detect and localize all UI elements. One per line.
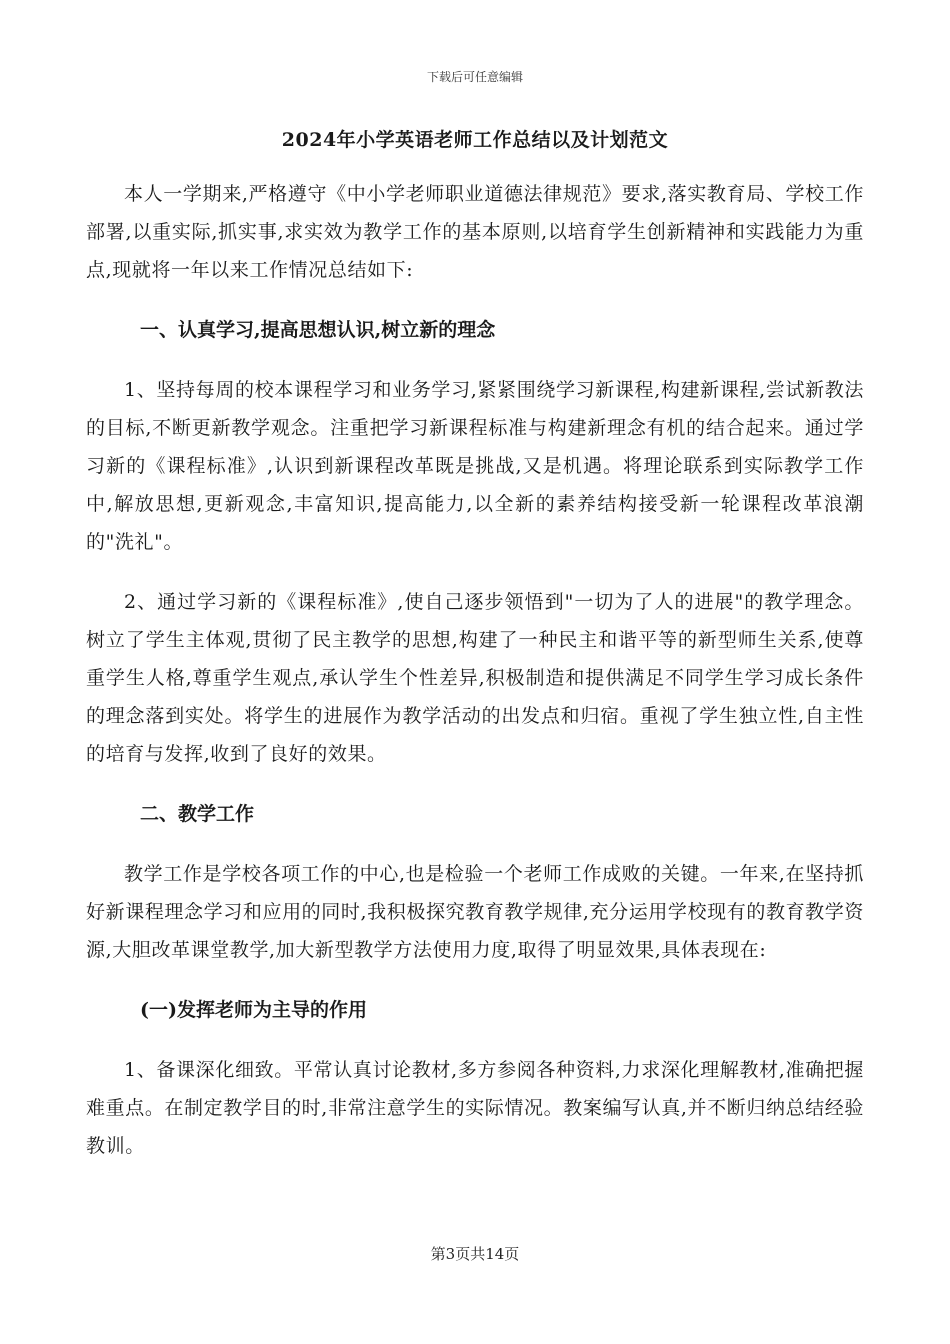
document-title: 2024年小学英语老师工作总结以及计划范文 bbox=[281, 129, 669, 151]
paragraph-2: 2、通过学习新的《课程标准》,使自己逐步领悟到"一切为了人的进展"的教学理念。树立了学生主体观,贯彻了民主教学的思想,构建了一种民主和谐平等的新型师生关系,使尊重学生人格,尊重学生观点,承认学生个性差异,积极制造和提供满足不同学生学习成长条件的理念落到实处。将学生的进展作为教学活动的出发点和归宿。重视了学生独立性,自主性的培育与发挥,收到了良好的效果。 bbox=[86, 591, 864, 765]
intro-paragraph: 本人一学期来,严格遵守《中小学老师职业道德法律规范》要求,落实教育局、学校工作部署,以重实际,抓实事,求实效为教学工作的基本原则,以培育学生创新精神和实践能力为重点,现就将一年以来工作情况总结如下: bbox=[86, 183, 864, 281]
paragraph-4: 1、备课深化细致。平常认真讨论教材,多方参阅各种资料,力求深化理解教材,准确把握难重点。在制定教学目的时,非常注意学生的实际情况。教案编写认真,并不断归纳总结经验教训。 bbox=[86, 1059, 864, 1157]
page-number-footer: 第3页共14页 bbox=[430, 1245, 520, 1263]
document-body bbox=[86, 175, 864, 1165]
section-heading-2: 二、教学工作 bbox=[140, 803, 255, 825]
subsection-heading-1: (一)发挥老师为主导的作用 bbox=[140, 999, 367, 1021]
header-note: 下载后可任意编辑 bbox=[426, 70, 523, 84]
paragraph-3: 教学工作是学校各项工作的中心,也是检验一个老师工作成败的关键。一年来,在坚持抓好新课程理念学习和应用的同时,我积极探究教育教学规律,充分运用学校现有的教育教学资源,大胆改革课堂教学,加大新型教学方法使用力度,取得了明显效果,具体表现在: bbox=[86, 863, 864, 961]
section-heading-1: 一、认真学习,提高思想认识,树立新的理念 bbox=[140, 319, 496, 341]
paragraph-1: 1、坚持每周的校本课程学习和业务学习,紧紧围绕学习新课程,构建新课程,尝试新教法的目标,不断更新教学观念。注重把学习新课程标准与构建新理念有机的结合起来。通过学习新的《课程标准》,认识到新课程改革既是挑战,又是机遇。将理论联系到实际教学工作中,解放思想,更新观念,丰富知识,提高能力,以全新的素养结构接受新一轮课程改革浪潮的"洗礼"。 bbox=[86, 379, 864, 553]
